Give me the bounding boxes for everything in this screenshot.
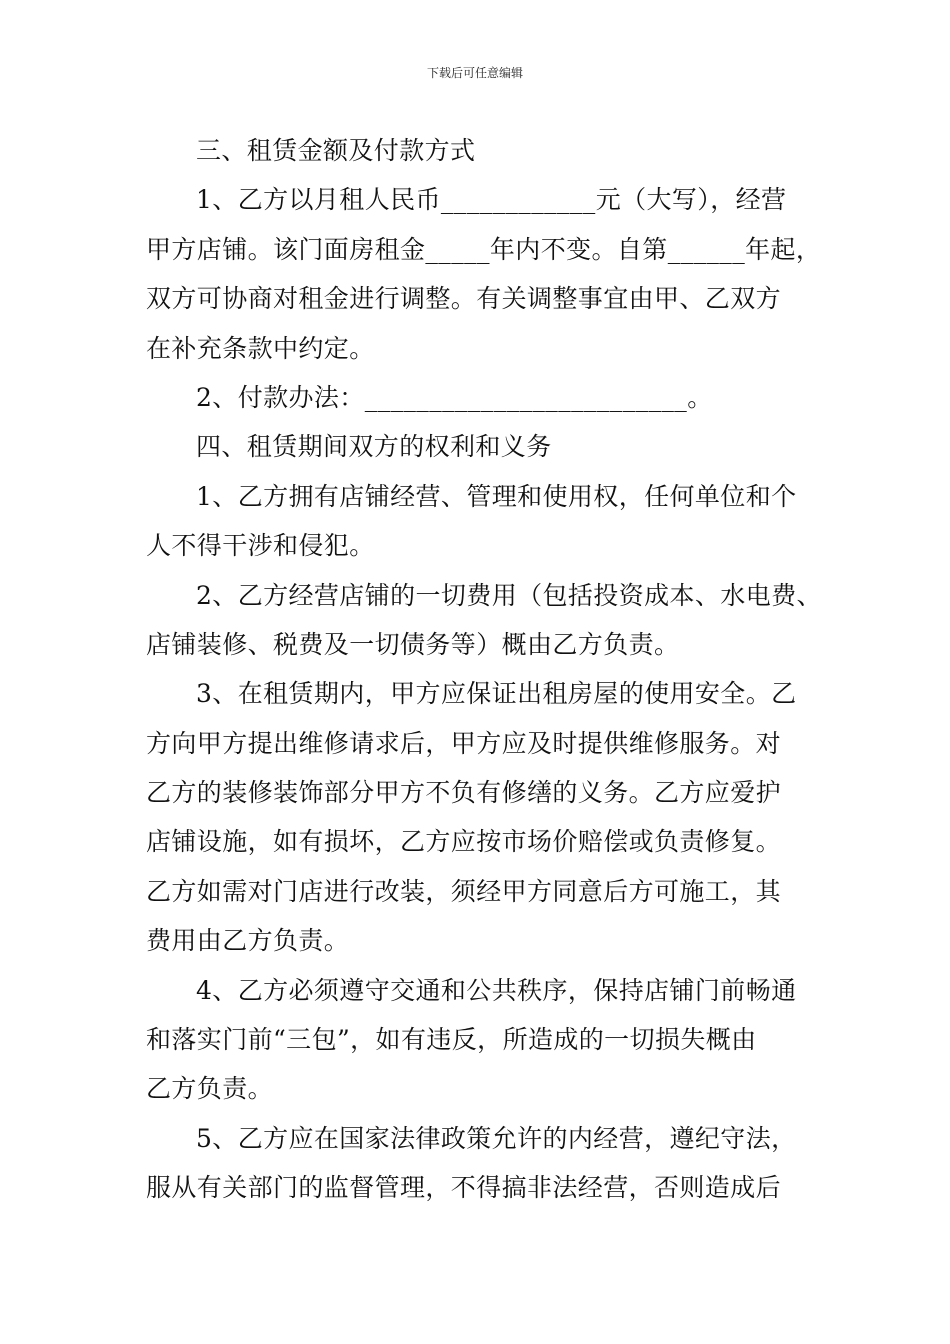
clause-4-1-line-2: 人不得干涉和侵犯。	[146, 531, 375, 561]
clause-3-2-line-1: 2、付款办法：_________________________。	[196, 382, 713, 412]
clause-4-3-line-1: 3、在租赁期内，甲方应保证出租房屋的使用安全。乙	[196, 679, 797, 709]
clause-3-1-line-2: 甲方店铺。该门面房租金_____年内不变。自第______年起，	[146, 234, 822, 264]
clause-4-5-line-1: 5、乙方应在国家法律政策允许的内经营，遵纪守法，	[196, 1123, 797, 1153]
clause-4-2-line-1: 2、乙方经营店铺的一切费用（包括投资成本、水电费、	[196, 580, 822, 610]
clause-4-3-line-5: 乙方如需对门店进行改装，须经甲方同意后方可施工，其	[146, 876, 782, 906]
page-header: 下载后可任意编辑	[426, 66, 523, 80]
clause-3-1-line-3: 双方可协商对租金进行调整。有关调整事宜由甲、乙双方	[146, 284, 782, 314]
clause-4-4-line-3: 乙方负责。	[146, 1074, 274, 1104]
clause-4-3-line-2: 方向甲方提出维修请求后，甲方应及时提供维修服务。对	[146, 728, 782, 758]
clause-4-4-line-1: 4、乙方必须遵守交通和公共秩序，保持店铺门前畅通	[196, 975, 797, 1005]
clause-4-3-line-4: 店铺设施，如有损坏，乙方应按市场价赔偿或负责修复。	[146, 827, 782, 857]
section-heading-rights: 四、租赁期间双方的权利和义务	[196, 432, 552, 462]
clause-4-4-line-2: 和落实门前“三包”，如有违反，所造成的一切损失概由	[146, 1025, 757, 1055]
section-heading-rent: 三、租赁金额及付款方式	[196, 136, 476, 165]
clause-4-5-line-2: 服从有关部门的监督管理，不得搞非法经营，否则造成后	[146, 1173, 782, 1203]
document-body	[146, 126, 822, 1213]
clause-3-1-line-1: 1、乙方以月租人民币____________元（大写），经营	[196, 185, 787, 215]
clause-4-3-line-3: 乙方的装修装饰部分甲方不负有修缮的义务。乙方应爱护	[146, 778, 782, 808]
clause-4-2-line-2: 店铺装修、税费及一切债务等）概由乙方负责。	[146, 629, 680, 659]
clause-4-3-line-6: 费用由乙方负责。	[146, 926, 350, 956]
clause-3-1-line-4: 在补充条款中约定。	[146, 333, 375, 363]
clause-4-1-line-1: 1、乙方拥有店铺经营、管理和使用权，任何单位和个	[196, 481, 797, 511]
